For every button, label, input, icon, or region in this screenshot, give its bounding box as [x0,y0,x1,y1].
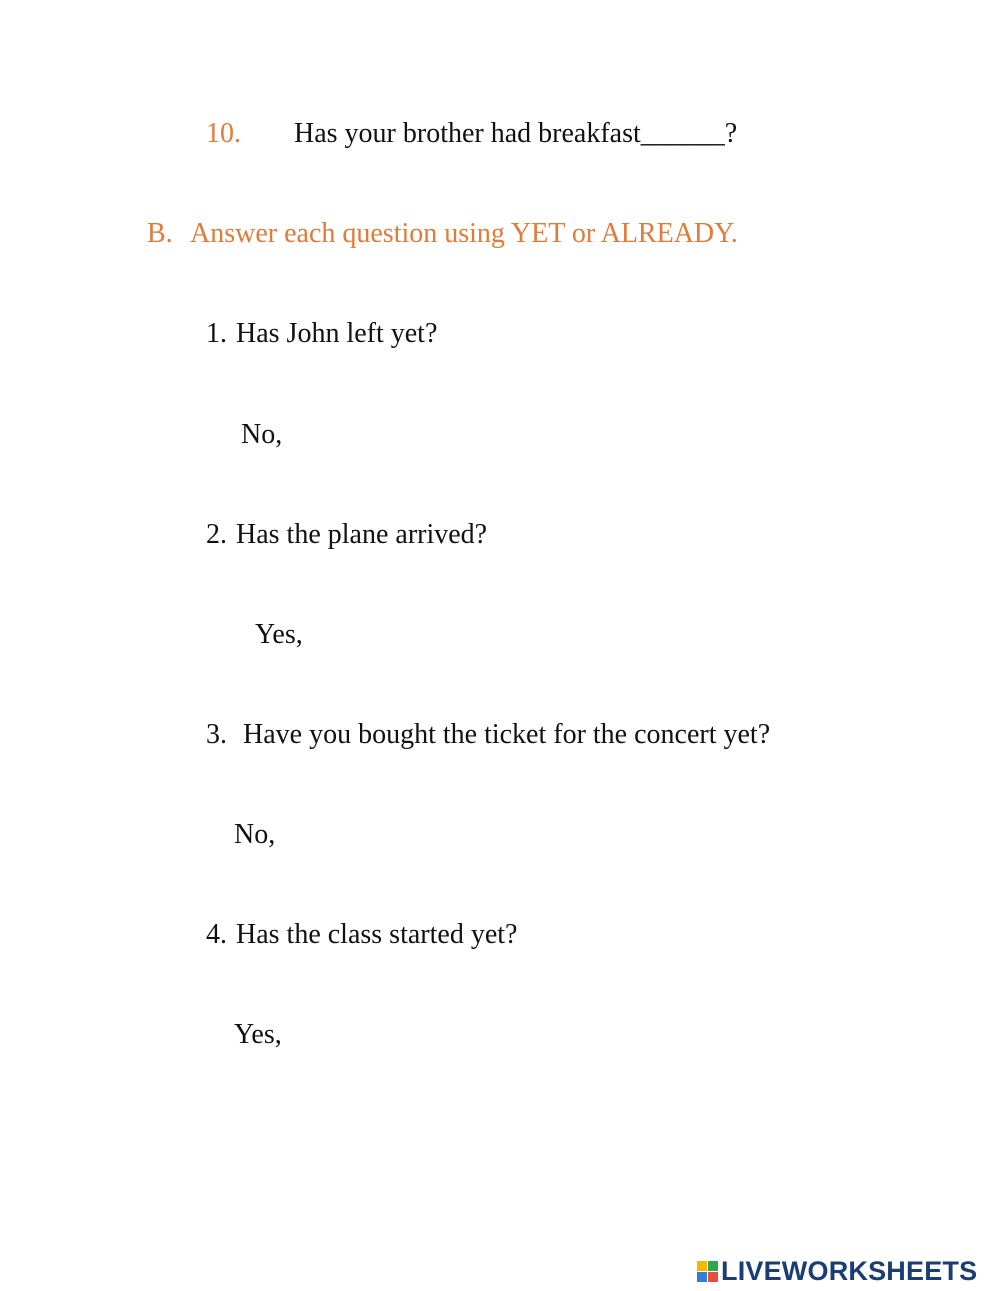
item-4-question: Has the class started yet? [236,919,518,950]
logo-mark-icon [697,1261,718,1282]
item-10-number: 10. [206,118,241,149]
logo-text: LIVEWORKSHEETS [721,1256,978,1286]
item-3-answer: No, [234,819,276,850]
item-1-answer: No, [241,419,283,450]
section-b-letter: B. [147,218,173,249]
item-10-question: Has your brother had breakfast______? [294,118,738,149]
item-4-answer: Yes, [234,1019,282,1050]
section-b-instruction: Answer each question using YET or ALREADY. [190,218,738,249]
item-3-number: 3. [206,719,227,750]
item-2-answer: Yes, [255,619,303,650]
item-1-question: Has John left yet? [236,318,438,349]
item-2-question: Has the plane arrived? [236,519,488,550]
item-1-number: 1. [206,318,227,349]
item-3-question: Have you bought the ticket for the concert yet? [243,719,771,750]
item-2-number: 2. [206,519,227,550]
item-4-number: 4. [206,919,227,950]
liveworksheets-logo [697,1256,977,1287]
